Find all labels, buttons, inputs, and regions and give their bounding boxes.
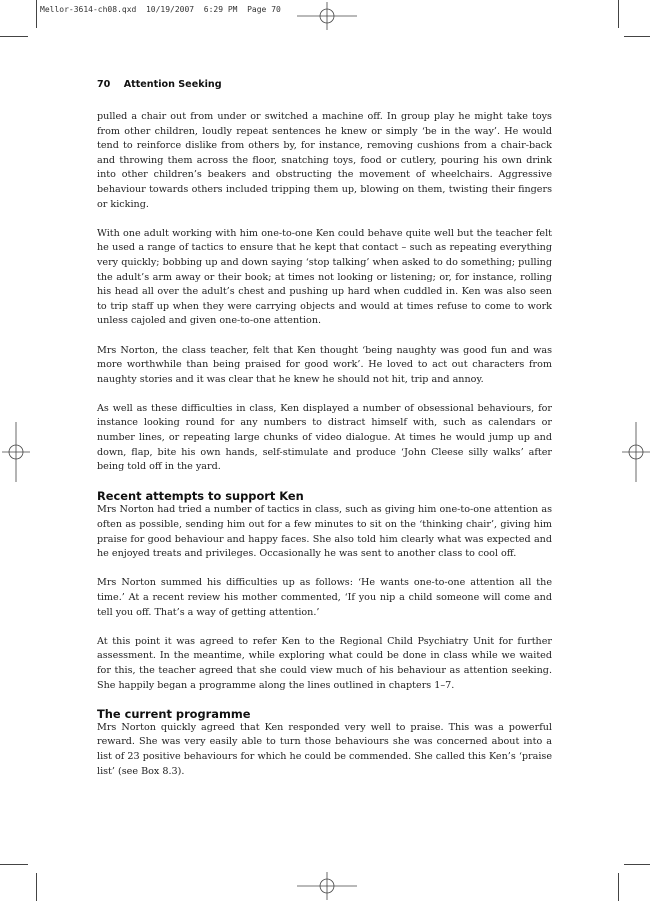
print-slug: Mellor-3614-ch08.qxd 10/19/2007 6:29 PM Page 70 bbox=[40, 5, 281, 14]
crop-mark bbox=[618, 873, 619, 901]
crop-mark bbox=[0, 36, 28, 37]
registration-mark-top bbox=[297, 2, 357, 30]
body-paragraph: Mrs Norton summed his difficulties up as follows: ‘He wants one-to-one attention all the time.’ At a recent review his mother commented, ‘If you nip a child someone will come and tell you off. That’s a way of getting attention.’ bbox=[97, 577, 552, 618]
body-paragraph: Mrs Norton, the class teacher, felt that Ken thought ‘being naughty was good fun and was more worthwhile than being praised for good work’. He loved to act out characters from naughty stories and it was clear that he knew he should not hit, trip and annoy. bbox=[97, 344, 552, 385]
page-number: 70 bbox=[97, 79, 111, 90]
registration-mark-bottom bbox=[297, 872, 357, 900]
body-paragraph: Mrs Norton had tried a number of tactics in class, such as giving him one-to-one attention as often as possible, sending him out for a few minutes to sit on the ‘thinking chair’, giving him praise for good behaviour and happy faces. She also told him clearly what was expected and he enjoyed treats and privileges. Occasionally he was sent to another class to cool off. bbox=[97, 504, 552, 560]
section-heading: The current programme bbox=[97, 706, 251, 721]
crop-mark bbox=[36, 0, 37, 28]
crop-mark bbox=[624, 36, 650, 37]
crop-mark bbox=[36, 873, 37, 901]
body-paragraph: With one adult working with him one-to-one Ken could behave quite well but the teacher felt he used a range of tactics to ensure that he kept that contact – such as repeating everything very quickly; bobbing up and down saying ‘stop talking’ when asked to do something; pulling the adult’s arm away or their book; at times not looking or listening; or, for instance, rolling his head all over the adult’s chest and pushing up hard when cuddled in. Ken was also seen to trip staff up when they were carrying objects and would at times refuse to come to work unless cajoled and given one-to-one attention. bbox=[97, 227, 552, 327]
crop-mark bbox=[618, 0, 619, 28]
body-paragraph: Mrs Norton quickly agreed that Ken responded very well to praise. This was a powerful reward. She was very easily able to turn those behaviours she was concerned about into a list of 23 positive behaviours for which he could be commended. She called this Ken’s ‘praise list’ (see Box 8.3). bbox=[97, 721, 552, 777]
running-head bbox=[97, 79, 222, 90]
crop-mark bbox=[0, 864, 28, 865]
body-paragraph: At this point it was agreed to refer Ken to the Regional Child Psychiatry Unit for further assessment. In the meantime, while exploring what could be done in class while we waited for this, the teacher agreed that she could view much of his behaviour as attention seeking. She happily began a programme along the lines outlined in chapters 1–7. bbox=[97, 635, 552, 691]
crop-mark bbox=[624, 864, 650, 865]
registration-mark-right bbox=[622, 422, 650, 482]
running-head-title: Attention Seeking bbox=[123, 79, 222, 90]
page-body bbox=[97, 110, 552, 794]
body-paragraph: pulled a chair out from under or switched a machine off. In group play he might take toys from other children, loudly repeat sentences he knew or simply ‘be in the way’. He would tend to reinforce dislike from others by, for instance, removing cushions from a chair-back and throwing them across the floor, snatching toys, food or cutlery, pouring his own drink into other children’s beakers and obstructing the movement of wheelchairs. Aggressive behaviour towards others included tripping them up, blowing on them, twisting their fingers or kicking. bbox=[97, 111, 552, 210]
body-paragraph: As well as these difficulties in class, Ken displayed a number of obsessional behaviours, for instance looking round for any numbers to distract himself with, such as calendars or number lines, or repeating large chunks of video dialogue. At times he would jump up and down, flap, bite his own hands, self-stimulate and produce ‘John Cleese silly walks’ after being told off in the yard. bbox=[97, 402, 552, 473]
registration-mark-left bbox=[2, 422, 30, 482]
section-heading: Recent attempts to support Ken bbox=[97, 489, 304, 504]
